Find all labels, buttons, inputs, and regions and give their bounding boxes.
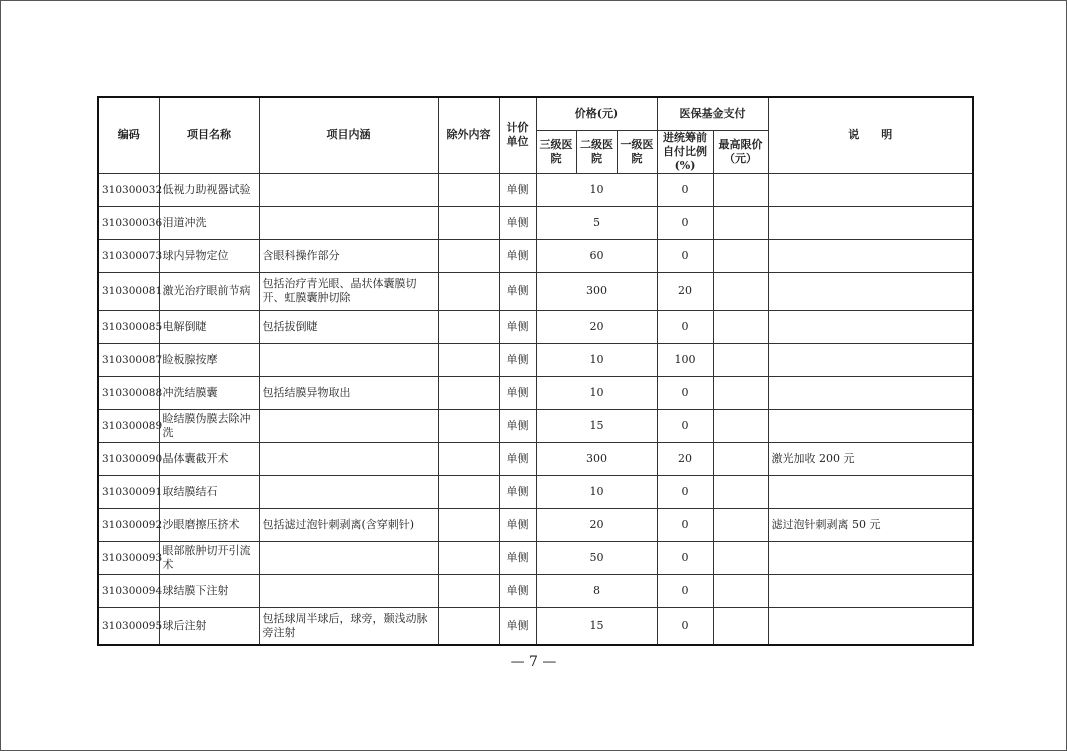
cell-code: 310300088 <box>98 376 159 409</box>
cell-code: 310300081 <box>98 272 159 310</box>
cell-name: 泪道冲洗 <box>159 206 259 239</box>
header-unit: 计价单位 <box>499 97 536 173</box>
cell-price: 10 <box>536 343 657 376</box>
cell-note <box>768 343 973 376</box>
cell-content <box>259 574 438 607</box>
cell-excluded <box>438 442 499 475</box>
cell-max-price <box>713 239 768 272</box>
cell-price: 10 <box>536 173 657 206</box>
cell-content: 包括治疗青光眼、晶状体囊膜切开、虹膜囊肿切除 <box>259 272 438 310</box>
cell-max-price <box>713 475 768 508</box>
cell-excluded <box>438 343 499 376</box>
cell-max-price <box>713 409 768 442</box>
cell-content: 包括拔倒睫 <box>259 310 438 343</box>
table-row <box>98 409 973 442</box>
header-code: 编码 <box>98 97 159 173</box>
cell-unit: 单侧 <box>499 508 536 541</box>
cell-content <box>259 442 438 475</box>
cell-unit: 单侧 <box>499 272 536 310</box>
table-row <box>98 272 973 310</box>
cell-content <box>259 541 438 574</box>
cell-max-price <box>713 574 768 607</box>
cell-max-price <box>713 272 768 310</box>
cell-name: 眼部脓肿切开引流术 <box>159 541 259 574</box>
cell-code: 310300091 <box>98 475 159 508</box>
cell-excluded <box>438 376 499 409</box>
header-name: 项目名称 <box>159 97 259 173</box>
cell-max-price <box>713 343 768 376</box>
cell-code: 310300090 <box>98 442 159 475</box>
cell-name: 球后注射 <box>159 607 259 645</box>
cell-excluded <box>438 206 499 239</box>
cell-self-pay-ratio: 0 <box>657 409 713 442</box>
cell-self-pay-ratio: 0 <box>657 310 713 343</box>
cell-max-price <box>713 442 768 475</box>
cell-max-price <box>713 607 768 645</box>
header-price-level3: 三级医院 <box>536 130 576 173</box>
table-row <box>98 574 973 607</box>
cell-price: 10 <box>536 475 657 508</box>
cell-price: 20 <box>536 508 657 541</box>
cell-excluded <box>438 475 499 508</box>
cell-content: 含眼科操作部分 <box>259 239 438 272</box>
cell-self-pay-ratio: 0 <box>657 475 713 508</box>
cell-self-pay-ratio: 0 <box>657 239 713 272</box>
cell-excluded <box>438 508 499 541</box>
table-row <box>98 173 973 206</box>
cell-code: 310300094 <box>98 574 159 607</box>
cell-price: 5 <box>536 206 657 239</box>
cell-name: 低视力助视器试验 <box>159 173 259 206</box>
cell-price: 50 <box>536 541 657 574</box>
cell-note <box>768 239 973 272</box>
cell-unit: 单侧 <box>499 541 536 574</box>
cell-self-pay-ratio: 20 <box>657 442 713 475</box>
cell-self-pay-ratio: 20 <box>657 272 713 310</box>
cell-content: 包括球周半球后，球旁，颞浅动脉旁注射 <box>259 607 438 645</box>
cell-name: 球内异物定位 <box>159 239 259 272</box>
cell-note <box>768 409 973 442</box>
table-row <box>98 475 973 508</box>
cell-note <box>768 310 973 343</box>
cell-name: 沙眼磨擦压挤术 <box>159 508 259 541</box>
page-number: — 7 — <box>510 654 557 670</box>
cell-unit: 单侧 <box>499 310 536 343</box>
cell-self-pay-ratio: 0 <box>657 574 713 607</box>
cell-note <box>768 173 973 206</box>
cell-code: 310300092 <box>98 508 159 541</box>
cell-unit: 单侧 <box>499 376 536 409</box>
cell-unit: 单侧 <box>499 442 536 475</box>
cell-note <box>768 206 973 239</box>
cell-price: 300 <box>536 272 657 310</box>
cell-content <box>259 206 438 239</box>
header-row-1 <box>98 97 973 130</box>
header-fund-group: 医保基金支付 <box>657 97 768 130</box>
cell-unit: 单侧 <box>499 409 536 442</box>
cell-unit: 单侧 <box>499 206 536 239</box>
cell-price: 15 <box>536 409 657 442</box>
cell-name: 睑结膜伪膜去除冲洗 <box>159 409 259 442</box>
cell-content <box>259 409 438 442</box>
cell-self-pay-ratio: 0 <box>657 173 713 206</box>
cell-code: 310300085 <box>98 310 159 343</box>
cell-self-pay-ratio: 0 <box>657 376 713 409</box>
cell-code: 310300093 <box>98 541 159 574</box>
cell-code: 310300095 <box>98 607 159 645</box>
cell-excluded <box>438 607 499 645</box>
cell-note <box>768 475 973 508</box>
cell-excluded <box>438 574 499 607</box>
cell-excluded <box>438 272 499 310</box>
fee-schedule-table <box>97 96 974 646</box>
cell-max-price <box>713 508 768 541</box>
table-row <box>98 508 973 541</box>
cell-excluded <box>438 409 499 442</box>
header-price-level2: 二级医院 <box>576 130 617 173</box>
table-body <box>98 173 973 645</box>
cell-excluded <box>438 541 499 574</box>
cell-code: 310300036 <box>98 206 159 239</box>
header-price-group: 价格(元) <box>536 97 657 130</box>
cell-name: 激光治疗眼前节病 <box>159 272 259 310</box>
cell-content <box>259 475 438 508</box>
cell-price: 60 <box>536 239 657 272</box>
header-self-pay-ratio: 进统筹前自付比例(%) <box>657 130 713 173</box>
cell-note <box>768 607 973 645</box>
cell-unit: 单侧 <box>499 475 536 508</box>
cell-price: 10 <box>536 376 657 409</box>
cell-note <box>768 574 973 607</box>
table-row <box>98 343 973 376</box>
cell-self-pay-ratio: 0 <box>657 206 713 239</box>
cell-note: 激光加收 200 元 <box>768 442 973 475</box>
cell-max-price <box>713 376 768 409</box>
cell-max-price <box>713 206 768 239</box>
cell-note <box>768 376 973 409</box>
cell-content <box>259 343 438 376</box>
cell-note <box>768 272 973 310</box>
cell-code: 310300073 <box>98 239 159 272</box>
cell-content: 包括结膜异物取出 <box>259 376 438 409</box>
cell-price: 8 <box>536 574 657 607</box>
cell-content: 包括滤过泡针刺剥离(含穿刺针) <box>259 508 438 541</box>
cell-max-price <box>713 310 768 343</box>
cell-note <box>768 541 973 574</box>
cell-code: 310300032 <box>98 173 159 206</box>
cell-max-price <box>713 541 768 574</box>
cell-unit: 单侧 <box>499 574 536 607</box>
cell-name: 晶体囊截开术 <box>159 442 259 475</box>
cell-unit: 单侧 <box>499 607 536 645</box>
header-note: 说 明 <box>768 97 973 173</box>
header-price-level1: 一级医院 <box>617 130 657 173</box>
cell-self-pay-ratio: 0 <box>657 607 713 645</box>
header-content: 项目内涵 <box>259 97 438 173</box>
cell-unit: 单侧 <box>499 173 536 206</box>
header-excluded: 除外内容 <box>438 97 499 173</box>
table-row <box>98 310 973 343</box>
cell-excluded <box>438 173 499 206</box>
table-row <box>98 442 973 475</box>
cell-code: 310300087 <box>98 343 159 376</box>
cell-note: 滤过泡针刺剥离 50 元 <box>768 508 973 541</box>
cell-self-pay-ratio: 100 <box>657 343 713 376</box>
cell-excluded <box>438 310 499 343</box>
cell-excluded <box>438 239 499 272</box>
cell-price: 15 <box>536 607 657 645</box>
cell-price: 20 <box>536 310 657 343</box>
cell-name: 睑板腺按摩 <box>159 343 259 376</box>
cell-price: 300 <box>536 442 657 475</box>
table-row <box>98 376 973 409</box>
table-row <box>98 541 973 574</box>
cell-name: 电解倒睫 <box>159 310 259 343</box>
table-row <box>98 239 973 272</box>
cell-max-price <box>713 173 768 206</box>
cell-unit: 单侧 <box>499 239 536 272</box>
cell-name: 冲洗结膜囊 <box>159 376 259 409</box>
cell-content <box>259 173 438 206</box>
cell-name: 球结膜下注射 <box>159 574 259 607</box>
table-row <box>98 206 973 239</box>
cell-self-pay-ratio: 0 <box>657 541 713 574</box>
cell-name: 取结膜结石 <box>159 475 259 508</box>
table-row <box>98 607 973 645</box>
cell-unit: 单侧 <box>499 343 536 376</box>
cell-code: 310300089 <box>98 409 159 442</box>
cell-self-pay-ratio: 0 <box>657 508 713 541</box>
header-max-price: 最高限价（元） <box>713 130 768 173</box>
